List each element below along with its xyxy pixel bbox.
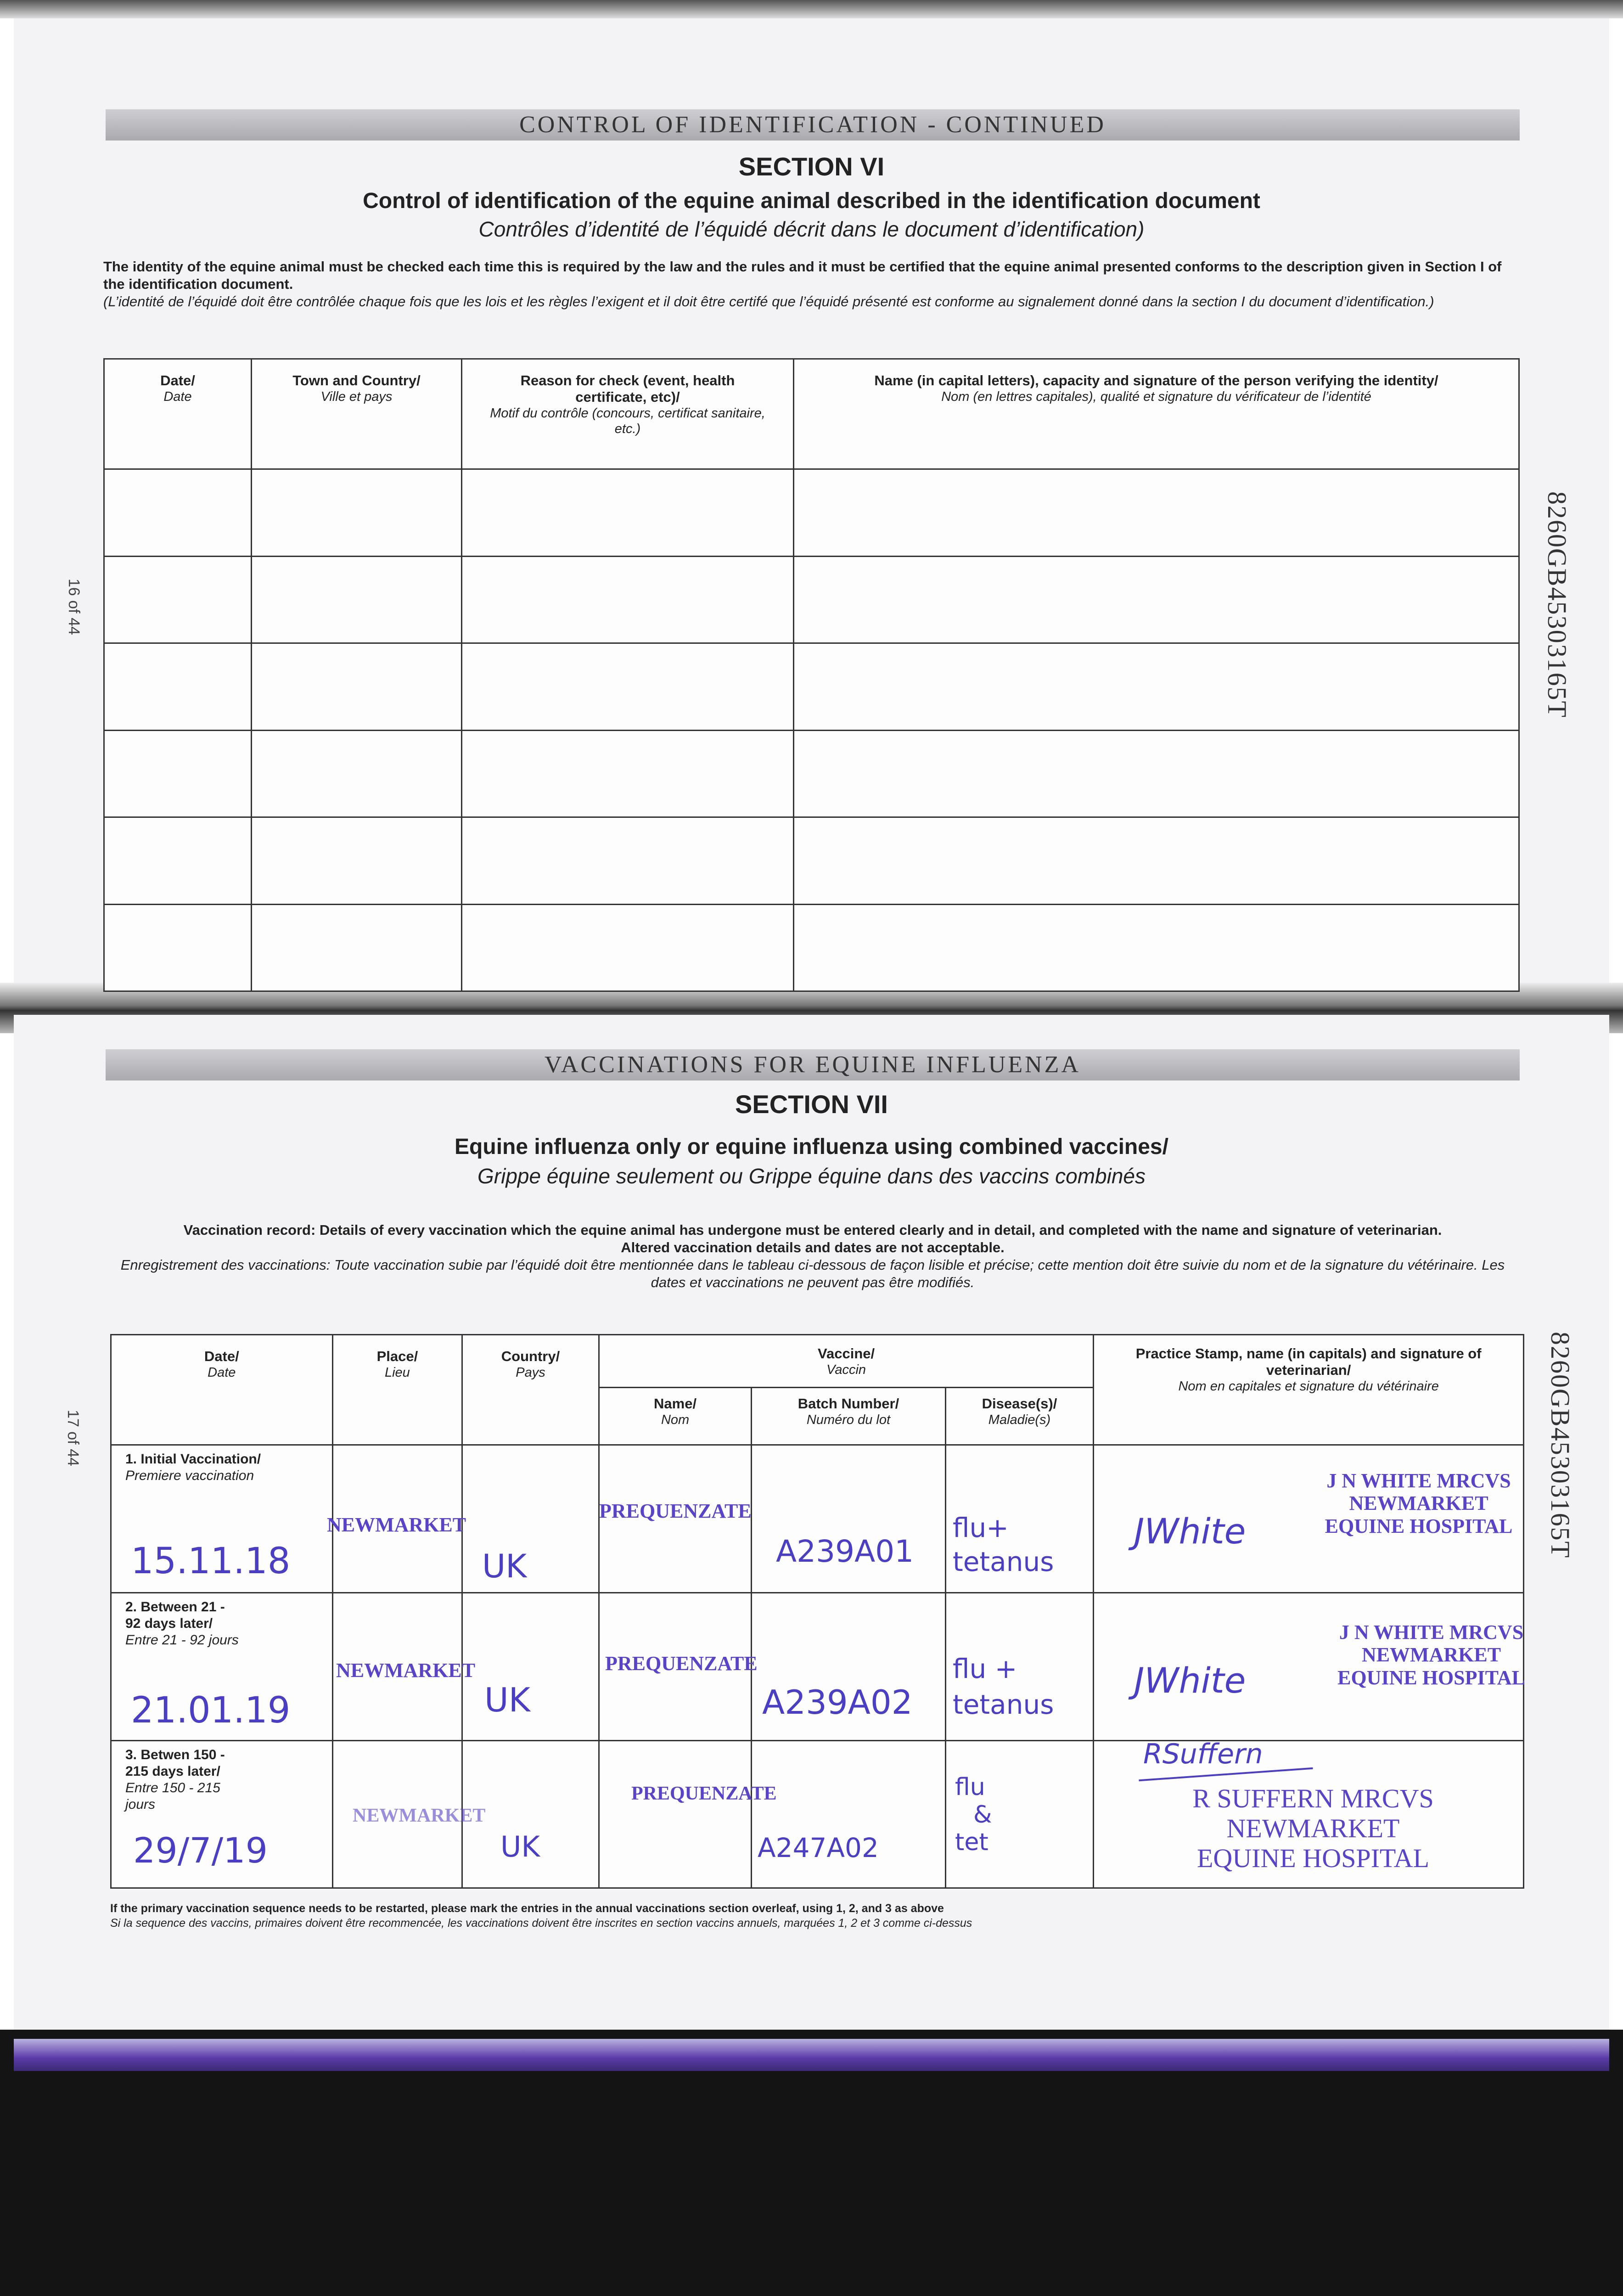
section-vi-intro bbox=[103, 258, 1504, 310]
section-vi-intro-fr: (L’identité de l’équidé doit être contrôlée chaque fois que les lois et les règles l’exigent et il doit être certifé que l’équidé présenté est conforme au signalement donné dans la section I du document d’identification.) bbox=[103, 293, 1434, 310]
col-reason-header: Reason for check (event, health certificate, etc)/ Motif du contrôle (concours, certificat sanitaire, etc.) bbox=[462, 359, 794, 469]
col-place-header: Place/ Lieu bbox=[332, 1335, 462, 1445]
section-vi-intro-en: The identity of the equine animal must be checked each time this is required by the law and the rules and it must be certified that the equine animal presented conforms to the description given in Section I of the identification document. bbox=[103, 259, 1502, 292]
footnote-fr: Si la sequence des vaccins, primaires doivent être recommencée, les vaccinations doivent être inscrites en section vaccins annuels, marquées 1, 2 et 3 comme ci-dessus bbox=[110, 1917, 972, 1930]
table-row bbox=[104, 556, 1519, 643]
row1-place-stamp: NEWMARKET bbox=[327, 1514, 466, 1536]
row3-place-stamp: NEWMARKET bbox=[353, 1805, 486, 1826]
row2-place-stamp: NEWMARKET bbox=[336, 1659, 476, 1682]
row1-country: UK bbox=[482, 1548, 527, 1585]
scan-top-edge bbox=[0, 0, 1623, 18]
row1-date: 15.11.18 bbox=[131, 1541, 291, 1582]
row3-batch: A247A02 bbox=[758, 1832, 879, 1863]
row2-practice-stamp: J N WHITE MRCVS NEWMARKET EQUINE HOSPITAL bbox=[1337, 1621, 1525, 1689]
col-date-header: Date/ Date bbox=[104, 359, 252, 469]
identification-check-table bbox=[103, 358, 1520, 992]
document-number-p16: 8260GB45303165T bbox=[1542, 491, 1572, 718]
section-vi-banner: CONTROL OF IDENTIFICATION - CONTINUED bbox=[106, 109, 1520, 141]
row3-country: UK bbox=[500, 1830, 540, 1863]
footnote-en: If the primary vaccination sequence needs to be restarted, please mark the entries in the annual vaccinations section overleaf, using 1, 2, and 3 as above bbox=[110, 1902, 944, 1915]
page-number-16: 16 of 44 bbox=[65, 579, 83, 635]
vaccination-footnote bbox=[110, 1901, 1533, 1930]
row3-date: 29/7/19 bbox=[133, 1830, 268, 1871]
section-vii-banner: VACCINATIONS FOR EQUINE INFLUENZA bbox=[106, 1049, 1520, 1080]
row3-disease: flu & tet bbox=[955, 1773, 992, 1856]
row-label: 3. Betwen 150 - 215 days later/ Entre 150 - 215 jours bbox=[125, 1747, 225, 1812]
row3-practice-stamp: R SUFFERN MRCVS NEWMARKET EQUINE HOSPITAL bbox=[1192, 1784, 1434, 1873]
row2-disease: flu + tetanus bbox=[953, 1653, 1054, 1720]
section-vii-intro-fr: Enregistrement des vaccinations: Toute vaccination subie par l’équidé doit être mentionnée dans le tableau ci-dessous de façon lisible et précise; cette mention doit être suivie du nom et de la signature du vétérinaire. Les dates et vaccinations ne peuvent pas être modifiés. bbox=[120, 1257, 1505, 1290]
col-date-header: Date/ Date bbox=[111, 1335, 333, 1445]
col-practice-stamp-header: Practice Stamp, name (in capitals) and signature of veterinarian/ Nom en capitales et signature du vétérinaire bbox=[1094, 1335, 1524, 1445]
row2-vaccine-stamp: PREQUENZATE bbox=[605, 1652, 758, 1675]
row1-practice-stamp: J N WHITE MRCVS NEWMARKET EQUINE HOSPITAL bbox=[1325, 1469, 1513, 1537]
row2-batch: A239A02 bbox=[762, 1683, 913, 1722]
table-row bbox=[104, 469, 1519, 557]
row2-country: UK bbox=[484, 1681, 530, 1719]
col-batch-header: Batch Number/ Numéro du lot bbox=[752, 1388, 945, 1445]
cover-edge bbox=[14, 2039, 1609, 2071]
row1-signature: JWhite bbox=[1134, 1511, 1246, 1552]
row2-signature: JWhite bbox=[1134, 1660, 1246, 1701]
row2-date: 21.01.19 bbox=[131, 1690, 291, 1731]
col-vaccine-name-header: Name/ Nom bbox=[599, 1388, 751, 1445]
col-verifier-header: Name (in capital letters), capacity and signature of the person verifying the identity/ Nom (en lettres capitales), qualité et signature du vérificateur de l’identité bbox=[794, 359, 1519, 469]
section-vii-intro-en: Vaccination record: Details of every vaccination which the equine animal has undergone must be entered clearly and in detail, and completed with the name and signature of veterinarian. bbox=[183, 1222, 1442, 1238]
row3-vaccine-stamp: PREQUENZATE bbox=[631, 1783, 777, 1804]
section-vii-intro-en2: Altered vaccination details and dates are not acceptable. bbox=[621, 1239, 1005, 1255]
section-vi-title-fr: Contrôles d’identité de l’équidé décrit dans le document d’identification) bbox=[478, 217, 1145, 241]
row1-batch: A239A01 bbox=[776, 1534, 914, 1569]
section-vi-title-en: Control of identification of the equine animal described in the identification document bbox=[363, 189, 1260, 213]
section-vii-heading: SECTION VII bbox=[735, 1090, 888, 1119]
col-country-header: Country/ Pays bbox=[462, 1335, 599, 1445]
page-number-17: 17 of 44 bbox=[64, 1410, 82, 1466]
section-vi-heading: SECTION VI bbox=[738, 152, 885, 181]
table-row bbox=[104, 643, 1519, 731]
table-row bbox=[104, 730, 1519, 817]
row3-signature: RSuffern bbox=[1143, 1738, 1263, 1770]
row1-disease: flu+ tetanus bbox=[953, 1512, 1054, 1577]
row-label: 2. Between 21 - 92 days later/ Entre 21 - 92 jours bbox=[125, 1599, 239, 1648]
col-disease-header: Disease(s)/ Maladie(s) bbox=[945, 1388, 1094, 1445]
section-vii-title-fr: Grippe équine seulement ou Grippe équine dans des vaccins combinés bbox=[477, 1164, 1146, 1188]
row1-vaccine-stamp: PREQUENZATE bbox=[599, 1500, 752, 1522]
col-vaccine-header: Vaccine/ Vaccin bbox=[599, 1335, 1094, 1388]
table-row bbox=[104, 817, 1519, 905]
table-row bbox=[104, 904, 1519, 991]
section-vii-intro bbox=[110, 1221, 1515, 1291]
col-town-country-header: Town and Country/ Ville et pays bbox=[252, 359, 462, 469]
document-number-p17: 8260GB45303165T bbox=[1545, 1332, 1575, 1559]
section-vii-title-en: Equine influenza only or equine influenza using combined vaccines/ bbox=[455, 1135, 1168, 1159]
row-label: 1. Initial Vaccination/ Premiere vaccination bbox=[125, 1452, 261, 1483]
